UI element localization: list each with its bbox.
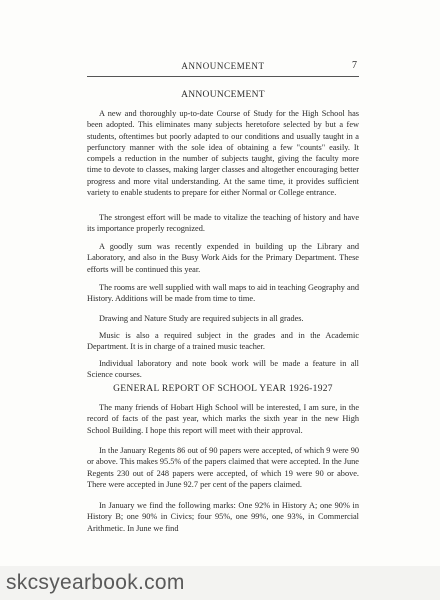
announcement-paragraph: Individual laboratory and note book work will be made a feature in all Science courses.	[87, 359, 359, 380]
report-paragraph: The many friends of Hobart High School will be interested, I am sure, in the record of facts of the past year, which marks the sixth year in the new High School Building. I hope this report will meet with their approval.	[87, 403, 359, 435]
announcement-paragraph: Drawing and Nature Study are required subjects in all grades.	[99, 314, 304, 323]
announcement-title: ANNOUNCEMENT	[181, 90, 265, 100]
announcement-paragraph: Music is also a required subject in the grades and in the Academic Department. It is in charge of a trained music teacher.	[87, 331, 359, 352]
report-paragraph: In the January Regents 86 out of 90 papers were accepted, of which 9 were 90 or above. This makes 95.5% of the papers claimed that were accepted. In the June Regents 230 out of 248 papers were accepted, of which 19 were 90 or above. There were accepted in June 92.7 per cent of the papers claimed.	[87, 446, 359, 489]
page-number: 7	[352, 60, 357, 71]
announcement-paragraph: The strongest effort will be made to vitalize the teaching of history and have its importance properly recognized.	[87, 213, 359, 234]
announcement-paragraph: The rooms are well supplied with wall maps to aid in teaching Geography and History. Additions will be made from time to time.	[87, 283, 359, 304]
report-paragraph: In January we find the following marks: One 92% in History A; one 90% in History B; one 90% in Civics; four 95%, one 99%, one 93%, in Commercial Arithmetic. In June we find	[87, 501, 359, 533]
announcement-paragraph: A goodly sum was recently expended in building up the Library and Laboratory, and also in the Busy Work Aids for the Primary Department. These efforts will be continued this year.	[87, 242, 359, 274]
running-title: ANNOUNCEMENT	[181, 61, 265, 71]
report-title: GENERAL REPORT OF SCHOOL YEAR 1926-1927	[113, 384, 333, 394]
running-header	[87, 60, 359, 77]
site-watermark: skcsyearbook.com	[6, 571, 185, 594]
announcement-paragraph: A new and thoroughly up-to-date Course of Study for the High School has been adopted. This eliminates many subjects heretofore selected by but a few students, oftentimes but poorly adapted to our conditions and usually taught in a perfunctory manner with the sole idea of obtaining a few "counts" easily. It compels a reduction in the number of subjects taught, giving the faculty more time to devote to classes, making larger classes and altogether encouraging better progress and more vital understanding. At the same time, it provides sufficient variety to enable students to prepare for either Normal or College entrance.	[87, 109, 359, 198]
